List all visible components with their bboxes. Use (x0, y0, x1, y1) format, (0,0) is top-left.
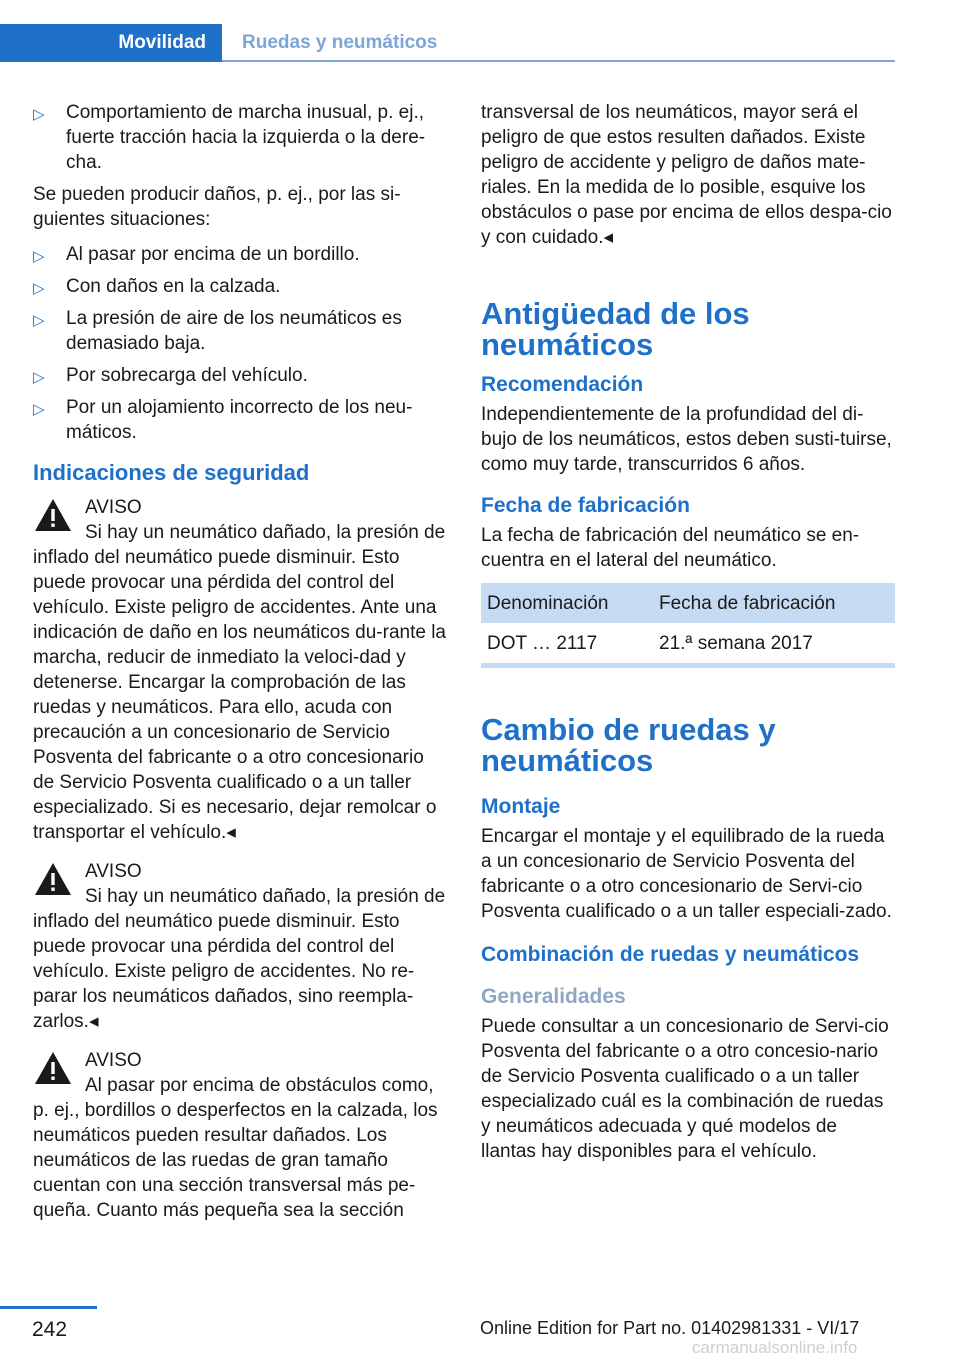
list-item (33, 363, 448, 388)
right-column (481, 100, 895, 1174)
manufacture-date-text: La fecha de fabricación del neumático se en‐cuentra en el lateral del neumático. (481, 525, 860, 571)
continuation-paragraph: transversal de los neumáticos, mayor será el peligro de que estos resulten dañados. Existe peligro de accidente y peligro de daños mate‐riales. En la medida de lo posible, esquive los obstáculos o pase por encima de ellos despa‐cio y con cuidado.◂ (481, 102, 892, 248)
combination-heading: Combinación de ruedas y neumáticos (481, 943, 860, 966)
section-tab[interactable]: Ruedas y neumáticos (242, 32, 438, 53)
list-item (33, 395, 448, 445)
triangle-bullet-icon: ▷ (33, 312, 45, 329)
triangle-bullet-icon: ▷ (33, 401, 45, 418)
change-heading: Cambio de ruedas y neumáticos (481, 712, 776, 778)
footer-divider (0, 1306, 97, 1309)
general-text: Puede consultar a un concesionario de Servi‐cio Posventa del fabricante o a otro concesio‐nario de Servicio Posventa cualificado o a un taller especializado cuál es la combinación de ruedas y neumáticos adecuada y qué modelos de llantas hay disponibles para el vehículo. (481, 1016, 889, 1162)
manufacture-date-heading: Fecha de fabricación (481, 494, 690, 517)
table-cell: 21.ª semana 2017 (653, 623, 895, 664)
table-header-row (481, 583, 895, 623)
recommendation-heading: Recomendación (481, 373, 644, 396)
intro-paragraph: Se pueden producir daños, p. ej., por las si‐guientes situaciones: (33, 184, 401, 230)
warning-triangle-icon (33, 497, 73, 533)
warning-label: AVISO (85, 1050, 142, 1071)
chapter-tab[interactable]: Movilidad (0, 24, 222, 62)
list-item-text: Por sobrecarga del vehículo. (66, 365, 308, 386)
page-number: 242 (32, 1318, 68, 1341)
safety-heading: Indicaciones de seguridad (33, 460, 310, 485)
triangle-bullet-icon: ▷ (33, 248, 45, 265)
mounting-text: Encargar el montaje y el equilibrado de la rueda a un concesionario de Servicio Posventa del fabricante o a otro concesionario de Servi‐cio Posventa cualificado o a un taller especiali‐zado. (481, 826, 892, 922)
warning-text: Si hay un neumático dañado, la presión de inflado del neumático puede disminuir. Esto puede provocar una pérdida del control del vehículo. Existe peligro de accidentes. No re‐parar los neumáticos dañados, sino reempla‐zarlos.◂ (33, 886, 446, 1032)
header-divider (222, 60, 895, 62)
list-item-text: Con daños en la calzada. (66, 276, 281, 297)
triangle-bullet-icon: ▷ (33, 106, 45, 123)
table-row (481, 623, 895, 664)
list-item-text: Comportamiento de marcha inusual, p. ej., fuerte tracción hacia la izquierda o la dere‐cha. (66, 102, 426, 173)
warning-block (33, 495, 448, 845)
recommendation-text: Independientemente de la profundidad del di‐bujo de los neumáticos, estos deben susti‐tuirse, como muy tarde, transcurridos 6 años. (481, 404, 892, 475)
warning-triangle-icon (33, 861, 73, 897)
manufacture-date-table (481, 583, 895, 664)
list-item-text: Al pasar por encima de un bordillo. (66, 244, 360, 265)
left-column (33, 100, 448, 1237)
list-item-text: Por un alojamiento incorrecto de los neu‐máticos. (66, 397, 413, 443)
table-cell: DOT … 2117 (481, 623, 653, 664)
warning-text: Al pasar por encima de obstáculos como, p. ej., bordillos o desperfectos en la calzada, los neumáticos pueden resultar dañados. Los neumáticos de las ruedas de gran tamaño cuentan con una sección transversal más pe‐queña. Cuanto más pequeña sea la sección (33, 1075, 438, 1221)
warning-block (33, 1048, 448, 1223)
warning-block (33, 859, 448, 1034)
watermark: carmanualsonline.info (692, 1338, 858, 1357)
list-item (33, 306, 448, 356)
edition-text: Online Edition for Part no. 01402981331 - VI/17 (480, 1318, 860, 1338)
page-header (0, 0, 895, 62)
table-header-cell: Fecha de fabricación (653, 583, 895, 623)
warning-label: AVISO (85, 861, 142, 882)
list-item-text: La presión de aire de los neumáticos es demasiado baja. (66, 308, 402, 354)
age-heading: Antigüedad de los neumáticos (481, 296, 750, 362)
triangle-bullet-icon: ▷ (33, 369, 45, 386)
list-item (33, 274, 448, 299)
table-header-cell: Denominación (481, 583, 653, 623)
general-heading: Generalidades (481, 985, 626, 1008)
warning-label: AVISO (85, 497, 142, 518)
list-item (33, 100, 448, 175)
mounting-heading: Montaje (481, 795, 561, 818)
warning-triangle-icon (33, 1050, 73, 1086)
list-item (33, 242, 448, 267)
table-bottom-rule (481, 664, 895, 668)
triangle-bullet-icon: ▷ (33, 280, 45, 297)
warning-text: Si hay un neumático dañado, la presión de inflado del neumático puede disminuir. Esto puede provocar una pérdida del control del vehículo. Existe peligro de accidentes. Ante una indicación de daño en los neumáticos du‐rante la marcha, reducir de inmediato la veloci‐dad y detenerse. Encargar la comprobación de las ruedas y neumáticos. Para ello, acuda con precaución a un concesionario de Servicio Posventa del fabricante o a otro concesionario de Servicio Posventa cualificado o a un taller especializado. Si es necesario, dejar remolcar o transportar el vehículo.◂ (33, 522, 446, 843)
